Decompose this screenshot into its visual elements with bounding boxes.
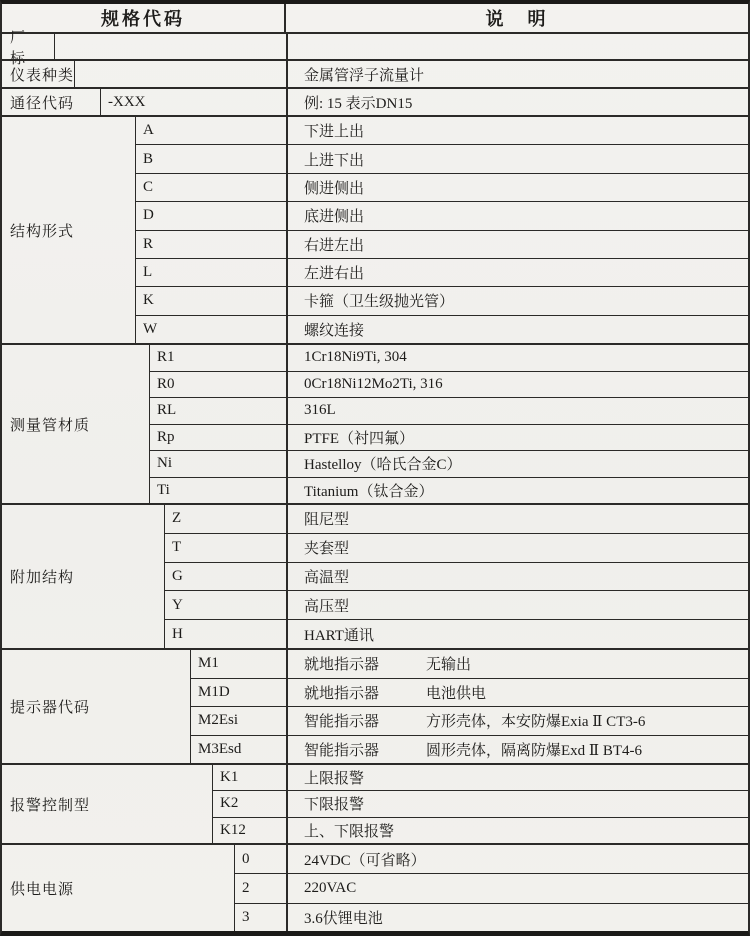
code-cell: W [143,320,158,337]
spec-row-C [136,173,748,201]
spec-row-D [136,201,748,229]
spec-row-T [165,533,748,562]
desc-cell [286,620,748,648]
desc-text: Hastelloy（哈氏合金C） [304,457,462,474]
desc-text: 例: 15 表示DN15 [304,95,413,112]
desc-cell [286,89,748,115]
desc-cell [286,650,748,678]
spec-row-L [136,258,748,286]
desc-cell [286,505,748,533]
section-rows-material [150,345,748,503]
desc-cell [286,791,748,816]
desc-cell [286,287,748,314]
desc-cell [286,845,748,873]
desc-text: Titanium（钛合金） [304,483,434,500]
section-label-additional: 附加结构 [2,505,165,648]
code-cell: M1D [198,683,230,700]
spec-row-K1 [213,765,748,790]
desc-text: 316L [304,402,336,419]
code-cell: Ti [157,481,170,498]
spec-row-Y [165,590,748,619]
desc-text: 底进侧出 [304,209,365,226]
code-cell: Z [172,510,182,527]
spec-row-instrument [75,61,748,87]
section-rows-factory [55,34,748,59]
section-rows-instrument [75,61,748,87]
section-additional [2,503,748,648]
section-label-instrument: 仪表种类 [2,61,75,87]
code-cell: K2 [220,795,239,812]
code-cell: K1 [220,769,239,786]
spec-row-3 [235,903,748,931]
code-cell: B [143,150,154,167]
desc-text: 上进下出 [304,152,365,169]
code-cell: K [143,292,154,309]
section-instrument [2,59,748,87]
desc-text: 夹套型 [304,541,350,558]
section-material [2,343,748,503]
header-spec-code: 规格代码 [2,4,286,32]
code-cell: 2 [242,879,250,896]
spec-row-factory [55,34,748,59]
section-label-power: 供电电源 [2,845,235,931]
desc-cell [286,478,748,504]
desc-cell [286,904,748,931]
spec-row-R0 [150,371,748,398]
desc-text: 金属管浮子流量计 [304,67,425,84]
section-label-indicator: 提示器代码 [2,650,191,763]
desc-cell [286,707,748,735]
section-structure [2,115,748,343]
code-cell: 3 [242,909,250,926]
code-cell: H [172,625,183,642]
section-label-factory: 厂 标 [2,34,55,59]
section-diameter [2,87,748,115]
spec-row-G [165,562,748,591]
desc-text: 1Cr18Ni9Ti, 304 [304,349,407,366]
section-power [2,843,748,931]
desc-text: 高压型 [304,598,350,615]
desc-cell [286,34,748,59]
desc-detail-text: 方形壳体，本安防爆Exia Ⅱ CT3-6 [426,714,646,731]
section-rows-power [235,845,748,931]
desc-cell [286,202,748,229]
desc-text: 左进右出 [304,266,365,283]
desc-cell [286,818,748,843]
spec-row-2 [235,873,748,902]
section-label-structure: 结构形式 [2,117,136,343]
spec-row-M1D [191,678,748,707]
spec-row-M1 [191,650,748,678]
desc-detail-text: 圆形壳体，隔离防爆Exd Ⅱ BT4-6 [426,742,643,759]
spec-row-K2 [213,790,748,816]
code-cell: Rp [157,428,175,445]
desc-cell [286,117,748,144]
desc-cell [286,61,748,87]
desc-cell [286,231,748,258]
table-header-row [2,4,748,32]
section-label-alarm: 报警控制型 [2,765,213,843]
desc-cell [286,316,748,343]
code-cell: R1 [157,349,175,366]
desc-text: 右进左出 [304,237,365,254]
desc-detail-text: 无输出 [426,657,472,674]
desc-text: 下进上出 [304,124,365,141]
spec-row-W [136,315,748,343]
desc-text: 高温型 [304,569,350,586]
desc-cell [286,345,748,371]
desc-text: 阻尼型 [304,512,350,529]
desc-cell [286,591,748,619]
code-cell: K12 [220,821,246,838]
code-cell: RL [157,402,177,419]
desc-text: 就地指示器 [304,657,380,674]
desc-text: 下限报警 [304,797,365,814]
code-cell: G [172,567,183,584]
section-label-diameter: 通径代码 [2,89,101,115]
desc-cell [286,259,748,286]
header-description: 说 明 [485,9,549,29]
desc-text: 卡箍（卫生级抛光管） [304,294,455,311]
spec-row-R1 [150,345,748,371]
desc-text: 0Cr18Ni12Mo2Ti, 316 [304,375,443,392]
section-rows-diameter [101,89,748,115]
spec-row-0 [235,845,748,873]
code-cell: M2Esi [198,712,239,729]
spec-row-R [136,230,748,258]
section-rows-structure [136,117,748,343]
desc-cell [286,372,748,398]
section-factory [2,29,748,67]
desc-cell [286,451,748,477]
spec-row-Ni [150,450,748,477]
code-cell: Y [172,596,183,613]
spec-row-A [136,117,748,144]
spec-row-RL [150,397,748,424]
code-cell: R [143,235,154,252]
spec-row-K12 [213,817,748,843]
section-alarm [2,763,748,843]
desc-text: 侧进侧出 [304,180,365,197]
spec-row-M3Esd [191,735,748,764]
desc-text: 智能指示器 [304,742,380,759]
code-cell: 0 [242,850,250,867]
desc-text: PTFE（衬四氟） [304,430,415,447]
spec-row-B [136,144,748,172]
desc-text: HART通讯 [304,627,374,644]
code-cell: M1 [198,655,219,672]
spec-row-Z [165,505,748,533]
code-cell: Ni [157,455,172,472]
desc-cell [286,563,748,591]
spec-row-Ti [150,477,748,504]
spec-row-H [165,619,748,648]
desc-text: 24VDC（可省略） [304,852,426,869]
code-cell [55,34,286,59]
desc-text: 上、下限报警 [304,823,395,840]
section-rows-additional [165,505,748,648]
spec-row-Rp [150,424,748,451]
desc-cell [286,145,748,172]
desc-text: 就地指示器 [304,685,380,702]
section-rows-alarm [213,765,748,843]
code-cell [75,61,286,87]
desc-cell [286,736,748,764]
spec-row-K [136,286,748,314]
code-cell: M3Esd [198,740,242,757]
desc-text: 智能指示器 [304,714,380,731]
desc-cell [286,679,748,707]
code-cell: D [143,207,154,224]
section-rows-indicator [191,650,748,763]
desc-cell [286,425,748,451]
desc-cell [286,874,748,902]
code-cell: T [172,539,182,556]
desc-cell [286,398,748,424]
spec-row-M2Esi [191,706,748,735]
desc-text: 3.6伏锂电池 [304,911,383,928]
desc-cell [286,534,748,562]
desc-cell [286,765,748,790]
spec-row--XXX [101,89,748,115]
desc-cell [286,174,748,201]
section-indicator [2,648,748,763]
table-inner [2,4,748,931]
desc-text: 220VAC [304,879,357,896]
section-label-material: 测量管材质 [2,345,150,503]
desc-text: 上限报警 [304,771,365,788]
desc-detail-text: 电池供电 [426,685,487,702]
code-cell: C [143,178,154,195]
code-cell: -XXX [108,93,146,110]
code-cell: A [143,122,154,139]
desc-text: 螺纹连接 [304,322,365,339]
code-cell: R0 [157,375,175,392]
code-cell: L [143,264,153,281]
